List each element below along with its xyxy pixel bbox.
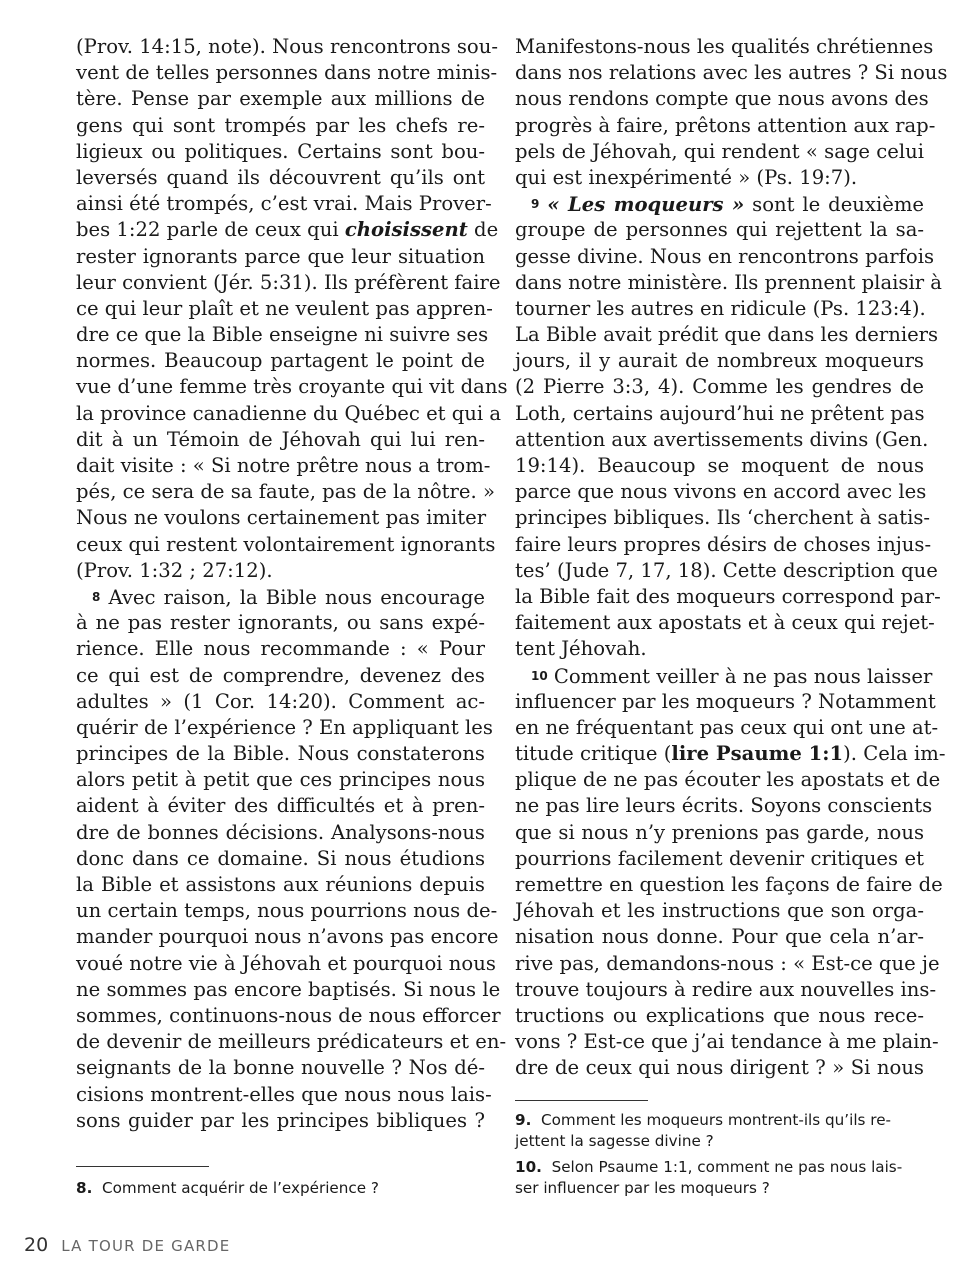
text-line <box>76 558 485 584</box>
text-segment: sommes, continuons-nous de nous efforcer <box>76 1003 501 1027</box>
emphasized-heading: « Les moqueurs » <box>547 193 745 217</box>
text-segment: Avec raison, la Bible nous encourage <box>100 585 485 609</box>
text-line <box>515 820 924 846</box>
text-line <box>76 715 493 741</box>
text-line <box>515 951 940 977</box>
text-segment: cisions montrent-elles que nous nous lais- <box>76 1082 492 1106</box>
text-segment: ligieux ou politiques. Certains sont bou- <box>76 139 485 163</box>
text-segment: ainsi été trompés, c’est vrai. Mais Prover- <box>76 192 492 216</box>
text-line <box>515 139 924 165</box>
text-line <box>515 113 936 139</box>
text-segment: tourner les autres en ridicule (Ps. 123:4). <box>515 296 926 320</box>
text-segment: Jéhovah et les instructions que son orga- <box>515 899 924 923</box>
text-line <box>515 663 933 689</box>
text-segment: Nous ne voulons certainement pas imiter <box>76 506 487 530</box>
emphasized-word: choisissent <box>344 218 468 242</box>
text-segment: Comment veiller à ne pas nous laisser <box>547 664 933 688</box>
text-segment: groupe de personnes qui rejettent la sa- <box>515 218 924 242</box>
bold-reference: lire Psaume 1:1 <box>671 742 844 766</box>
text-line <box>76 636 485 662</box>
text-segment: adultes » (1 Cor. 14:20). Comment ac- <box>76 689 485 713</box>
page-footer <box>24 1234 230 1256</box>
text-segment: dans notre ministère. Ils prennent plaisir à <box>515 270 942 294</box>
text-line <box>76 872 485 898</box>
text-segment: en ne fréquentant pas ceux qui ont une at- <box>515 715 939 739</box>
text-segment: leversés quand ils découvrent qu’ils ont <box>76 165 485 189</box>
paragraph-number: 8 <box>92 589 101 604</box>
text-line <box>515 165 924 191</box>
text-segment: dans nos relations avec les autres ? Si nous <box>515 61 948 85</box>
question-number: 8. <box>76 1179 93 1197</box>
text-line <box>515 60 948 86</box>
question-text: Comment acquérir de l’expérience ? <box>102 1179 379 1197</box>
text-line <box>515 374 924 400</box>
text-segment: plique de ne pas écouter les apostats et de <box>515 768 941 792</box>
text-line <box>515 558 938 584</box>
text-line <box>76 60 498 86</box>
text-segment: nous rendons compte que nous avons des <box>515 87 929 111</box>
text-line <box>515 505 931 531</box>
text-line <box>76 898 498 924</box>
question-text-line: jettent la sagesse divine ? <box>515 1132 714 1150</box>
text-line <box>76 139 485 165</box>
text-line <box>76 374 508 400</box>
text-line <box>76 427 485 453</box>
text-line <box>515 296 924 322</box>
text-line <box>515 453 924 479</box>
text-segment: (Prov. 14:15, note). Nous rencontrons sou- <box>76 35 498 58</box>
text-line <box>515 348 924 374</box>
footnote-divider-left <box>76 1166 209 1167</box>
text-line <box>76 113 485 139</box>
text-segment: aident à éviter des difficultés et à pren- <box>76 794 485 818</box>
question-text-line: Selon Psaume 1:1, comment ne pas nous lais- <box>551 1158 903 1176</box>
text-line <box>76 322 489 348</box>
text-segment: vue d’une femme très croyante qui vit dans <box>76 375 508 399</box>
study-question-8 <box>76 1178 486 1199</box>
text-segment: 19:14). Beaucoup se moquent de nous <box>515 454 924 477</box>
text-segment: trouve toujours à redire aux nouvelles ins- <box>515 977 937 1001</box>
text-line <box>76 1029 507 1055</box>
paragraph-number: 9 <box>531 197 540 212</box>
text-segment: leur convient (Jér. 5:31). Ils préfèrent faire <box>76 270 501 294</box>
text-segment: sont le deuxième <box>744 193 924 217</box>
text-segment: alors petit à petit que ces principes nous <box>76 768 485 792</box>
text-line <box>515 244 935 270</box>
text-line <box>76 951 496 977</box>
text-line <box>76 793 485 819</box>
right-text-column <box>515 34 948 1082</box>
text-segment: dre de bonnes décisions. Analysons-nous <box>76 820 485 844</box>
text-line <box>515 741 946 767</box>
text-line <box>76 532 496 558</box>
text-segment: rience. Elle nous recommande : « Pour <box>76 637 485 661</box>
text-line <box>76 584 485 610</box>
text-segment: faitement aux apostats et à ceux qui rejet- <box>515 611 935 635</box>
question-text-line: Comment les moqueurs montrent-ils qu’ils re- <box>541 1111 892 1129</box>
text-line <box>76 846 485 872</box>
text-segment: un certain temps, nous pourrions nous de- <box>76 899 498 923</box>
text-segment: de <box>467 218 499 242</box>
text-line <box>76 741 485 767</box>
text-segment: principes bibliques. Ils ‘cherchent à satis- <box>515 506 931 530</box>
study-question-10 <box>515 1157 925 1199</box>
text-segment: remettre en question les façons de faire de <box>515 873 943 896</box>
text-line <box>76 1082 492 1108</box>
text-segment: (Prov. 1:32 ; 27:12). <box>76 558 273 582</box>
text-segment: la Bible fait des moqueurs correspond par- <box>515 584 941 608</box>
text-line <box>515 793 933 819</box>
text-segment: gens qui sont trompés par les chefs re- <box>76 113 485 137</box>
text-segment: pés, ce sera de sa faute, pas de la nôtre. » <box>76 480 495 504</box>
text-line <box>515 767 941 793</box>
question-number: 10. <box>515 1158 542 1176</box>
text-line <box>515 1029 939 1055</box>
text-line <box>76 820 485 846</box>
text-segment: vent de telles personnes dans notre minis- <box>76 61 498 85</box>
text-segment: mander pourquoi nous n’avons pas encore <box>76 925 499 949</box>
text-line <box>515 689 936 715</box>
text-line <box>515 1003 924 1029</box>
text-line <box>515 846 924 872</box>
text-segment: pourrions facilement devenir critiques et <box>515 846 924 870</box>
question-text-line: ser influencer par les moqueurs ? <box>515 1179 770 1197</box>
text-segment: titude critique ( <box>515 742 672 766</box>
text-line <box>76 348 485 374</box>
text-segment: attention aux avertissements divins (Gen. <box>515 427 929 451</box>
text-segment: faire leurs propres désirs de choses injus- <box>515 532 932 556</box>
text-line <box>76 977 501 1003</box>
text-segment: dre ce que la Bible enseigne ni suivre ses <box>76 323 489 347</box>
text-line <box>515 34 934 60</box>
text-line <box>515 872 943 898</box>
text-line <box>76 924 499 950</box>
text-line <box>515 427 929 453</box>
paragraph-number: 10 <box>531 668 548 683</box>
study-question-9 <box>515 1110 925 1152</box>
text-line <box>515 191 924 217</box>
text-line <box>76 1003 501 1029</box>
text-line <box>76 244 485 270</box>
question-number: 9. <box>515 1111 532 1129</box>
text-line <box>76 165 485 191</box>
text-segment: La Bible avait prédit que dans les derniers <box>515 323 939 347</box>
text-segment: bes 1:22 parle de ceux qui <box>76 218 345 242</box>
page-number: 20 <box>24 1234 49 1256</box>
text-segment: ). Cela im- <box>843 742 946 766</box>
text-line <box>515 479 927 505</box>
text-segment: dre de ceux qui nous dirigent ? » Si nous <box>515 1056 924 1080</box>
text-segment: ne sommes pas encore baptisés. Si nous le <box>76 977 501 1001</box>
text-segment: ce qui leur plaît et ne veulent pas appren- <box>76 296 493 320</box>
text-line <box>515 584 941 610</box>
text-segment: parce que nous vivons en accord avec les <box>515 480 927 504</box>
text-line <box>515 322 939 348</box>
text-segment: tructions ou explications que nous rece- <box>515 1003 924 1027</box>
text-line <box>515 270 942 296</box>
text-segment: tère. Pense par exemple aux millions de <box>76 87 485 111</box>
text-segment: ceux qui restent volontairement ignorants <box>76 532 496 556</box>
text-line <box>515 401 924 427</box>
text-line <box>76 86 485 112</box>
text-segment: (2 Pierre 3:3, 4). Comme les gendres de <box>515 375 924 399</box>
text-segment: vons ? Est-ce que j’ai tendance à me plain- <box>515 1030 939 1054</box>
text-segment: dait visite : « Si notre prêtre nous a trom- <box>76 454 491 477</box>
text-line <box>76 191 492 217</box>
text-segment: Manifestons-nous les qualités chrétiennes <box>515 35 934 58</box>
text-segment: gesse divine. Nous en rencontrons parfois <box>515 244 935 268</box>
text-line <box>76 453 491 479</box>
text-segment: Loth, certains aujourd’hui ne prêtent pas <box>515 401 925 425</box>
text-line <box>76 270 501 296</box>
text-line <box>515 977 937 1003</box>
text-segment: progrès à faire, prêtons attention aux rap- <box>515 113 936 137</box>
text-segment: ne pas lire leurs écrits. Soyons conscients <box>515 794 933 818</box>
left-text-column <box>76 34 508 1134</box>
text-segment: de devenir de meilleurs prédicateurs et en- <box>76 1030 507 1054</box>
text-segment: ce qui est de comprendre, devenez des <box>76 663 485 687</box>
text-segment: dit à un Témoin de Jéhovah qui lui ren- <box>76 427 485 451</box>
text-line <box>76 479 495 505</box>
text-segment: quérir de l’expérience ? En appliquant les <box>76 715 493 739</box>
text-line <box>76 34 498 60</box>
text-line <box>76 689 485 715</box>
text-line <box>515 636 924 662</box>
text-segment: normes. Beaucoup partagent le point de <box>76 349 485 373</box>
text-segment: donc dans ce domaine. Si nous étudions <box>76 846 485 870</box>
text-line <box>76 1055 485 1081</box>
text-segment: jours, il y aurait de nombreux moqueurs <box>515 349 924 373</box>
text-segment: principes de la Bible. Nous constaterons <box>76 742 485 766</box>
text-line <box>76 1108 485 1134</box>
text-segment: qui est inexpérimenté » (Ps. 19:7). <box>515 165 858 189</box>
text-line <box>515 924 924 950</box>
text-line <box>515 532 932 558</box>
text-line <box>76 610 485 636</box>
text-line <box>515 715 939 741</box>
text-segment: la Bible et assistons aux réunions depuis <box>76 873 485 896</box>
footnote-divider-right <box>515 1100 648 1101</box>
text-segment: influencer par les moqueurs ? Notamment <box>515 689 936 713</box>
magazine-title: LA TOUR DE GARDE <box>61 1237 231 1255</box>
text-line <box>76 767 485 793</box>
text-line <box>515 610 935 636</box>
text-line <box>515 898 924 924</box>
text-segment: pels de Jéhovah, qui rendent « sage celui <box>515 139 924 163</box>
text-segment: tes’ (Jude 7, 17, 18). Cette description que <box>515 558 938 582</box>
text-segment: sons guider par les principes bibliques ? <box>76 1108 485 1132</box>
text-segment: que si nous n’y prenions pas garde, nous <box>515 820 924 844</box>
text-line <box>76 296 493 322</box>
text-line <box>515 1055 924 1081</box>
text-segment: la province canadienne du Québec et qui a <box>76 401 502 425</box>
text-line <box>76 505 485 531</box>
text-segment: nisation nous donne. Pour que cela n’ar- <box>515 925 924 949</box>
text-segment: rive pas, demandons-nous : « Est-ce que je <box>515 951 940 975</box>
text-segment: seignants de la bonne nouvelle ? Nos dé- <box>76 1056 485 1080</box>
text-segment: à ne pas rester ignorants, ou sans expé- <box>76 611 485 635</box>
text-line <box>76 401 502 427</box>
text-line <box>515 217 924 243</box>
text-segment: rester ignorants parce que leur situation <box>76 244 485 268</box>
text-segment: tent Jéhovah. <box>515 637 647 661</box>
text-line <box>515 86 929 112</box>
text-segment: voué notre vie à Jéhovah et pourquoi nous <box>76 951 496 975</box>
text-line <box>76 217 499 243</box>
text-line <box>76 663 485 689</box>
